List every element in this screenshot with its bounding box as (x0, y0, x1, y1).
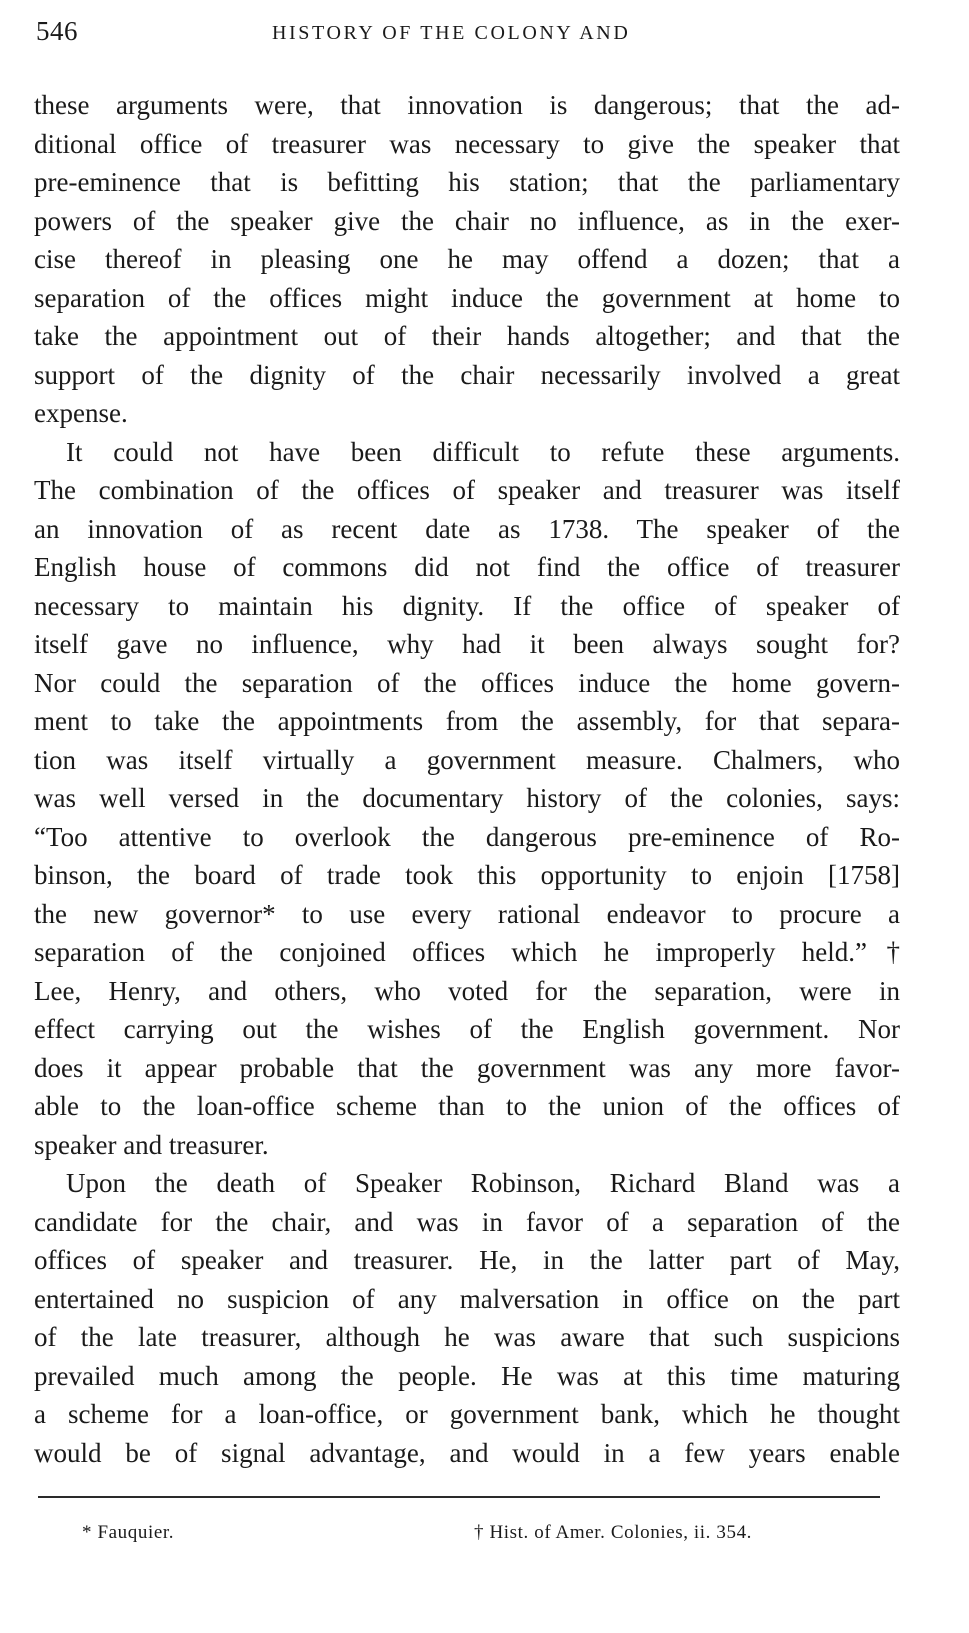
text-line: the new governor* to use every rational endeavor to procure a (34, 898, 900, 929)
text-line: necessary to maintain his dignity. If the office of speaker of (34, 590, 900, 621)
text-line: “Too attentive to overlook the dangerous pre-eminence of Ro- (34, 821, 900, 852)
text-line: separation of the offices might induce the government at home to (34, 282, 900, 313)
text-line: support of the dignity of the chair necessarily involved a great (34, 359, 900, 390)
text-line: The combination of the offices of speaker and treasurer was itself (34, 475, 900, 505)
text-line: a scheme for a loan-office, or government bank, which he thought (34, 1399, 900, 1429)
text-line: speaker and treasurer. (34, 1129, 269, 1160)
text-line: these arguments were, that innovation is dangerous; that the ad- (34, 90, 900, 120)
running-title: HISTORY OF THE COLONY AND (272, 22, 631, 44)
text-line: able to the loan-office scheme than to the union of the offices of (34, 1091, 900, 1121)
text-line: does it appear probable that the government was any more favor- (34, 1052, 900, 1083)
text-line: entertained no suspicion of any malversation in office on the part (34, 1283, 900, 1314)
text-line: itself gave no influence, why had it been always sought for? (34, 629, 900, 659)
text-line: was well versed in the documentary history of the colonies, says: (34, 783, 900, 813)
footnote-hist-colonies: † Hist. of Amer. Colonies, ii. 354. (474, 1522, 753, 1543)
paragraph-start-line: Upon the death of Speaker Robinson, Richard Bland was a (66, 1168, 900, 1198)
text-line: ment to take the appointments from the assembly, for that separa- (34, 706, 900, 736)
text-line: candidate for the chair, and was in favor of a separation of the (34, 1206, 900, 1237)
paragraph-start-line: It could not have been difficult to refute these arguments. (66, 436, 900, 467)
text-line: English house of commons did not find the office of treasurer (34, 552, 900, 582)
text-line: pre-eminence that is befitting his station; that the parliamentary (34, 167, 900, 197)
text-line: Lee, Henry, and others, who voted for the separation, were in (34, 975, 900, 1006)
text-line: powers of the speaker give the chair no influence, as in the exer- (34, 205, 900, 236)
text-line: effect carrying out the wishes of the English government. Nor (34, 1014, 900, 1044)
text-line: offices of speaker and treasurer. He, in the latter part of May, (34, 1245, 900, 1275)
text-line: Nor could the separation of the offices induce the home govern- (34, 667, 900, 698)
text-line: of the late treasurer, although he was aware that such suspicions (34, 1322, 900, 1352)
page-number: 546 (36, 16, 78, 46)
text-line: would be of signal advantage, and would in a few years enable (34, 1437, 900, 1468)
text-line: binson, the board of trade took this opportunity to enjoin [1758] (34, 860, 900, 890)
text-line: an innovation of as recent date as 1738. The speaker of the (34, 513, 900, 544)
text-line: tion was itself virtually a government measure. Chalmers, who (34, 744, 900, 775)
footnote-fauquier: * Fauquier. (82, 1522, 175, 1543)
footnote-divider (38, 1496, 880, 1498)
text-line: expense. (34, 398, 128, 428)
text-line: separation of the conjoined offices which he improperly held.”† (34, 937, 900, 967)
body-text (34, 86, 900, 1472)
text-line: ditional office of treasurer was necessary to give the speaker that (34, 128, 900, 159)
text-line: cise thereof in pleasing one he may offend a dozen; that a (34, 244, 900, 274)
text-line: take the appointment out of their hands altogether; and that the (34, 321, 900, 351)
text-line: prevailed much among the people. He was at this time maturing (34, 1360, 900, 1391)
